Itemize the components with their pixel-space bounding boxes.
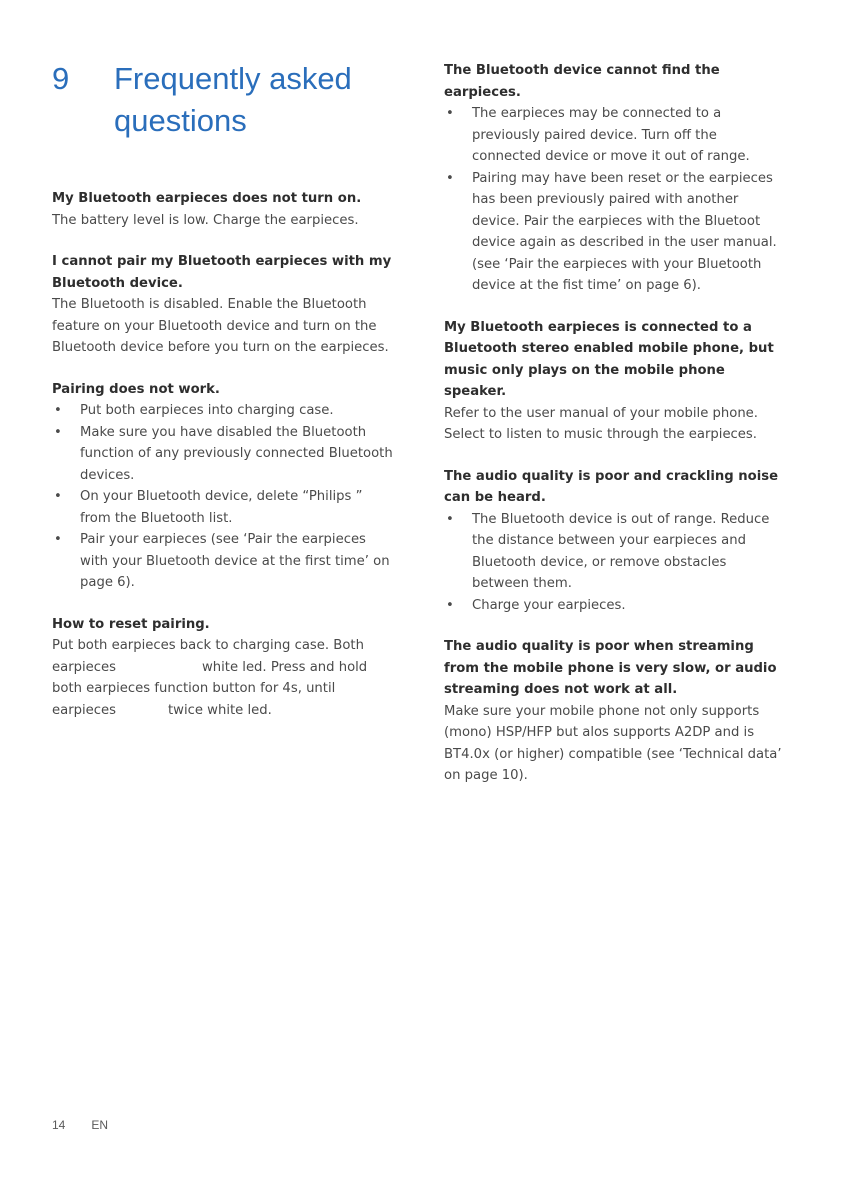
- list-item: • Pair your earpieces (see ‘Pair the earpieces with your Bluetooth device at the first time’ on page 6).: [52, 529, 394, 594]
- right-column: [444, 60, 786, 807]
- faq-question: My Bluetooth earpieces is connected to a Bluetooth stereo enabled mobile phone, but music only plays on the mobile phone speaker.: [444, 319, 774, 399]
- faq-bullet-list: [52, 400, 394, 594]
- faq-answer: The battery level is low. Charge the earpieces.: [52, 212, 359, 228]
- chapter-number: 9: [52, 61, 70, 96]
- faq-block-8: [444, 636, 786, 787]
- faq-bullet-list: [444, 103, 786, 297]
- faq-answer-part-2: white led. Press and hold both earpieces function button for 4s, until earpieces: [52, 659, 368, 718]
- faq-question: Pairing does not work.: [52, 381, 220, 397]
- faq-answer: [52, 635, 394, 721]
- faq-block-6: [444, 317, 786, 446]
- list-item: • Make sure you have disabled the Bluetooth function of any previously connected Bluetooth devices.: [52, 422, 394, 487]
- faq-block-4: [52, 614, 394, 722]
- list-item: • Pairing may have been reset or the earpieces has been previously paired with another device. Pair the earpieces with the Bluetoot device again as described in the user manual. (see ‘Pair the earpieces with your Bluetooth device at the fist time’ on page 6).: [444, 168, 786, 297]
- left-column: [52, 188, 394, 741]
- chapter-title: Frequently asked questions: [114, 61, 352, 138]
- list-item: • Put both earpieces into charging case.: [52, 400, 394, 422]
- footer-page-number: 14: [52, 1118, 66, 1132]
- faq-question: My Bluetooth earpieces does not turn on.: [52, 191, 362, 206]
- faq-answer: Make sure your mobile phone not only supports (mono) HSP/HFP but alos supports A2DP and is BT4.0x (or higher) compatible (see ‘Technical data’ on page 10).: [444, 703, 782, 783]
- faq-block-3: [52, 379, 394, 594]
- faq-question: The audio quality is poor and crackling noise can be heard.: [444, 468, 779, 505]
- faq-block-7: [444, 466, 786, 617]
- faq-block-1: [52, 188, 394, 231]
- list-item: • Charge your earpieces.: [444, 595, 786, 617]
- faq-answer: The Bluetooth is disabled. Enable the Bluetooth feature on your Bluetooth device and turn on the Bluetooth device before you turn on the earpieces.: [52, 297, 389, 355]
- footer-language: EN: [91, 1118, 109, 1132]
- list-item: • On your Bluetooth device, delete “Philips ” from the Bluetooth list.: [52, 486, 394, 529]
- faq-bullet-list: [444, 509, 786, 617]
- faq-block-2: [52, 251, 394, 359]
- faq-answer-part-1: Put both earpieces back to charging case. Both earpieces: [52, 638, 364, 675]
- faq-answer: Refer to the user manual of your mobile phone. Select to listen to music through the earpieces.: [444, 405, 758, 442]
- list-item: • The Bluetooth device is out of range. Reduce the distance between your earpieces and Bluetooth device, or remove obstacles between them.: [444, 509, 786, 595]
- list-item: • The earpieces may be connected to a previously paired device. Turn off the connected device or move it out of range.: [444, 103, 786, 168]
- page-footer: [52, 1118, 108, 1132]
- faq-question: How to reset pairing.: [52, 616, 210, 632]
- chapter-heading: [52, 58, 412, 142]
- faq-question: I cannot pair my Bluetooth earpieces with my Bluetooth device.: [52, 254, 392, 291]
- faq-block-5: [444, 60, 786, 297]
- faq-question: The audio quality is poor when streaming from the mobile phone is very slow, or audio streaming does not work at all.: [444, 639, 777, 697]
- faq-answer-part-3: twice white led.: [168, 702, 272, 718]
- faq-question: The Bluetooth device cannot find the earpieces.: [444, 63, 720, 100]
